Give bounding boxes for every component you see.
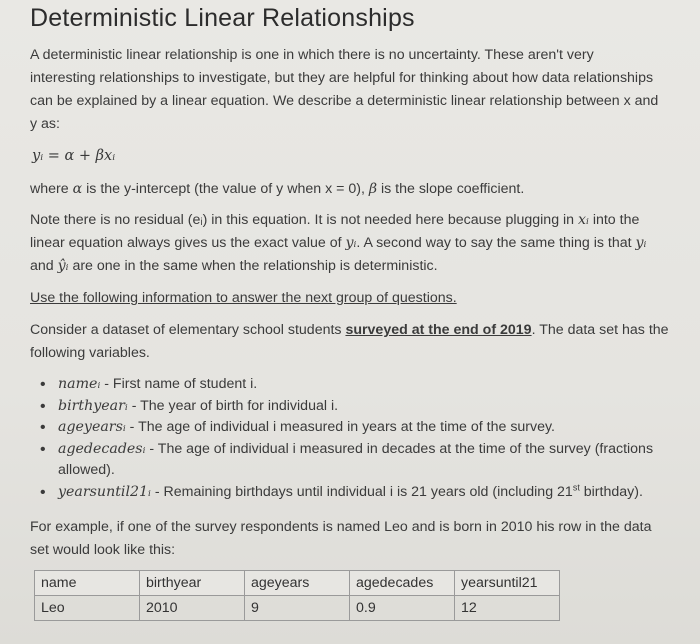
instruction-text: Use the following information to answer the next group of questions. (30, 290, 457, 306)
variable-desc: - The age of individual i measured in years at the time of the survey. (125, 419, 555, 435)
note-line (30, 209, 680, 232)
table-header-cell: ageyears (245, 571, 350, 596)
math-x: xᵢ (578, 212, 589, 228)
table-cell: 2010 (140, 596, 245, 621)
variable-desc: allowed). (58, 462, 115, 478)
variable-name: birthyearᵢ (58, 397, 128, 414)
variable-name: ageyearsᵢ (58, 419, 126, 435)
note-line (30, 232, 680, 255)
intro-line: y as: (30, 116, 60, 132)
variable-desc: - The age of individual i measured in decades at the time of the survey (fractions (145, 440, 654, 457)
text: into the (588, 212, 640, 228)
intro-paragraph (30, 44, 680, 136)
variable-name: agedecadesᵢ (58, 440, 146, 457)
consider-line (30, 319, 680, 342)
table-cell: 12 (455, 596, 560, 621)
consider-paragraph (30, 319, 680, 365)
text: . The data set has the (531, 322, 669, 338)
intro-line: interesting relationships to investigate, but they are helpful for thinking about how data relationships (30, 70, 654, 86)
list-item (36, 374, 676, 396)
text: and (30, 258, 58, 274)
where-paragraph (30, 178, 680, 201)
table-cell: 9 (245, 596, 350, 621)
table-header-row (35, 571, 560, 596)
beta-symbol: β (368, 181, 378, 197)
table-header-cell: agedecades (350, 571, 455, 596)
text: Note there is no residual (eᵢ) in this equation. It is not needed here because plugging in (30, 212, 579, 228)
list-item (36, 482, 676, 504)
text: Consider a dataset of elementary school students (30, 322, 346, 338)
variable-desc: birthday). (579, 483, 643, 500)
variable-list (36, 374, 676, 503)
table-row (35, 596, 560, 621)
list-item (36, 396, 676, 418)
text: linear equation always gives us the exact value of (30, 235, 346, 251)
math-y: yᵢ (635, 235, 647, 251)
text: are one in the same when the relationship is deterministic. (68, 258, 438, 274)
text: . A second way to say the same thing is that (356, 235, 636, 251)
intro-line: A deterministic linear relationship is one in which there is no uncertainty. These aren't very (30, 47, 594, 63)
list-item (36, 439, 676, 482)
emphasis-text: surveyed at the end of 2019 (345, 322, 532, 338)
table-header-cell: birthyear (140, 571, 245, 596)
table-header-cell: yearsuntil21 (455, 571, 560, 596)
table-cell: 0.9 (350, 596, 455, 621)
variable-desc: - Remaining birthdays until individual i is 21 years old (including 21 (150, 483, 573, 500)
note-line (30, 255, 680, 278)
table-header-cell: name (35, 571, 140, 596)
superscript: st (572, 481, 580, 492)
variable-desc: - The year of birth for individual i. (127, 397, 339, 414)
variable-name: nameᵢ (58, 376, 101, 392)
example-line: set would look like this: (30, 542, 176, 558)
table-cell: Leo (35, 596, 140, 621)
example-paragraph (30, 516, 680, 562)
text: is the slope coefficient. (377, 181, 525, 197)
linear-equation: yᵢ = α + βxᵢ (32, 148, 116, 164)
list-item (36, 417, 676, 439)
example-line: For example, if one of the survey respondents is named Leo and is born in 2010 his row in the data (30, 519, 652, 535)
intro-line: can be explained by a linear equation. We describe a deterministic linear relationship between x and (30, 93, 659, 109)
variable-name: yearsuntil21ᵢ (58, 483, 151, 500)
text: where (30, 181, 73, 197)
math-y: yᵢ (345, 235, 357, 251)
math-yhat: ŷᵢ (57, 258, 69, 274)
variable-desc: - First name of student i. (100, 376, 258, 392)
data-table (34, 570, 560, 621)
consider-line: following variables. (30, 345, 150, 361)
text: is the y-intercept (the value of y when x = 0), (82, 181, 369, 197)
alpha-symbol: α (72, 181, 83, 197)
note-paragraph (30, 209, 680, 278)
page-title: Deterministic Linear Relationships (30, 4, 415, 32)
